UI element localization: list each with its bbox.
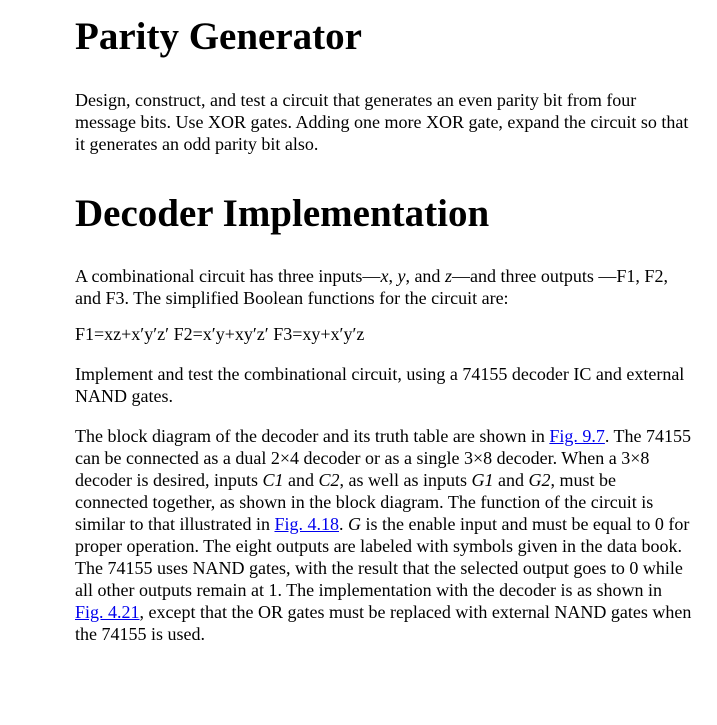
text: —and three outputs —F1, F2, and F3. The simplified Boolean functions for the circuit are: bbox=[75, 266, 668, 308]
paragraph-block-diagram bbox=[75, 425, 693, 645]
document-content bbox=[75, 0, 693, 645]
var-z: z bbox=[444, 266, 452, 286]
text: is the enable input and must be equal to 0 for proper operation. The eight outputs are labeled with symbols given in the data book. The 74155 uses NAND gates, with the result that the selected output goes to 0 while all other outputs remain at 1. The implementation with the decoder is as shown in bbox=[75, 514, 690, 600]
var-g2: G2 bbox=[528, 470, 551, 490]
paragraph-implement: Implement and test the combinational circuit, using a 74155 decoder IC and external NAND gates. bbox=[75, 364, 685, 406]
var-g1: G1 bbox=[471, 470, 494, 490]
text: The block diagram of the decoder and its truth table are shown in bbox=[75, 426, 550, 446]
text: , as well as inputs bbox=[339, 470, 472, 490]
link-fig-4-18[interactable]: Fig. 4.18 bbox=[274, 514, 339, 534]
text: . The 74155 can be connected as a dual 2×4 decoder or as a single 3×8 decoder. When a 3×8 decoder is desired, inputs bbox=[75, 426, 692, 490]
text: , must be connected together, as shown in the block diagram. The function of the circuit is similar to that illustrated in bbox=[75, 470, 654, 534]
text: and bbox=[283, 470, 319, 490]
paragraph-parity: Design, construct, and test a circuit that generates an even parity bit from four message bits. Use XOR gates. Adding one more XOR gate, expand the circuit so that it generates an odd parity bit also. bbox=[75, 90, 689, 154]
var-x: x bbox=[380, 266, 389, 286]
boolean-functions: F1=xz+x′y′z′ F2=x′y+xy′z′ F3=xy+x′y′z bbox=[75, 324, 365, 344]
var-c1: C1 bbox=[262, 470, 284, 490]
heading-parity-generator: Parity Generator bbox=[75, 15, 362, 58]
heading-decoder-implementation: Decoder Implementation bbox=[75, 192, 490, 235]
text: , and bbox=[405, 266, 445, 286]
var-c2: C2 bbox=[318, 470, 340, 490]
link-fig-4-21[interactable]: Fig. 4.21 bbox=[75, 602, 140, 622]
text: A combinational circuit has three inputs— bbox=[75, 266, 381, 286]
var-y: y bbox=[397, 266, 406, 286]
text: , bbox=[388, 266, 398, 286]
var-g: G bbox=[347, 514, 361, 534]
paragraph-decoder-intro bbox=[75, 265, 693, 309]
text: and bbox=[493, 470, 529, 490]
link-fig-9-7[interactable]: Fig. 9.7 bbox=[549, 426, 605, 446]
text: , except that the OR gates must be replaced with external NAND gates when the 74155 is used. bbox=[75, 602, 692, 644]
text: . bbox=[338, 514, 348, 534]
